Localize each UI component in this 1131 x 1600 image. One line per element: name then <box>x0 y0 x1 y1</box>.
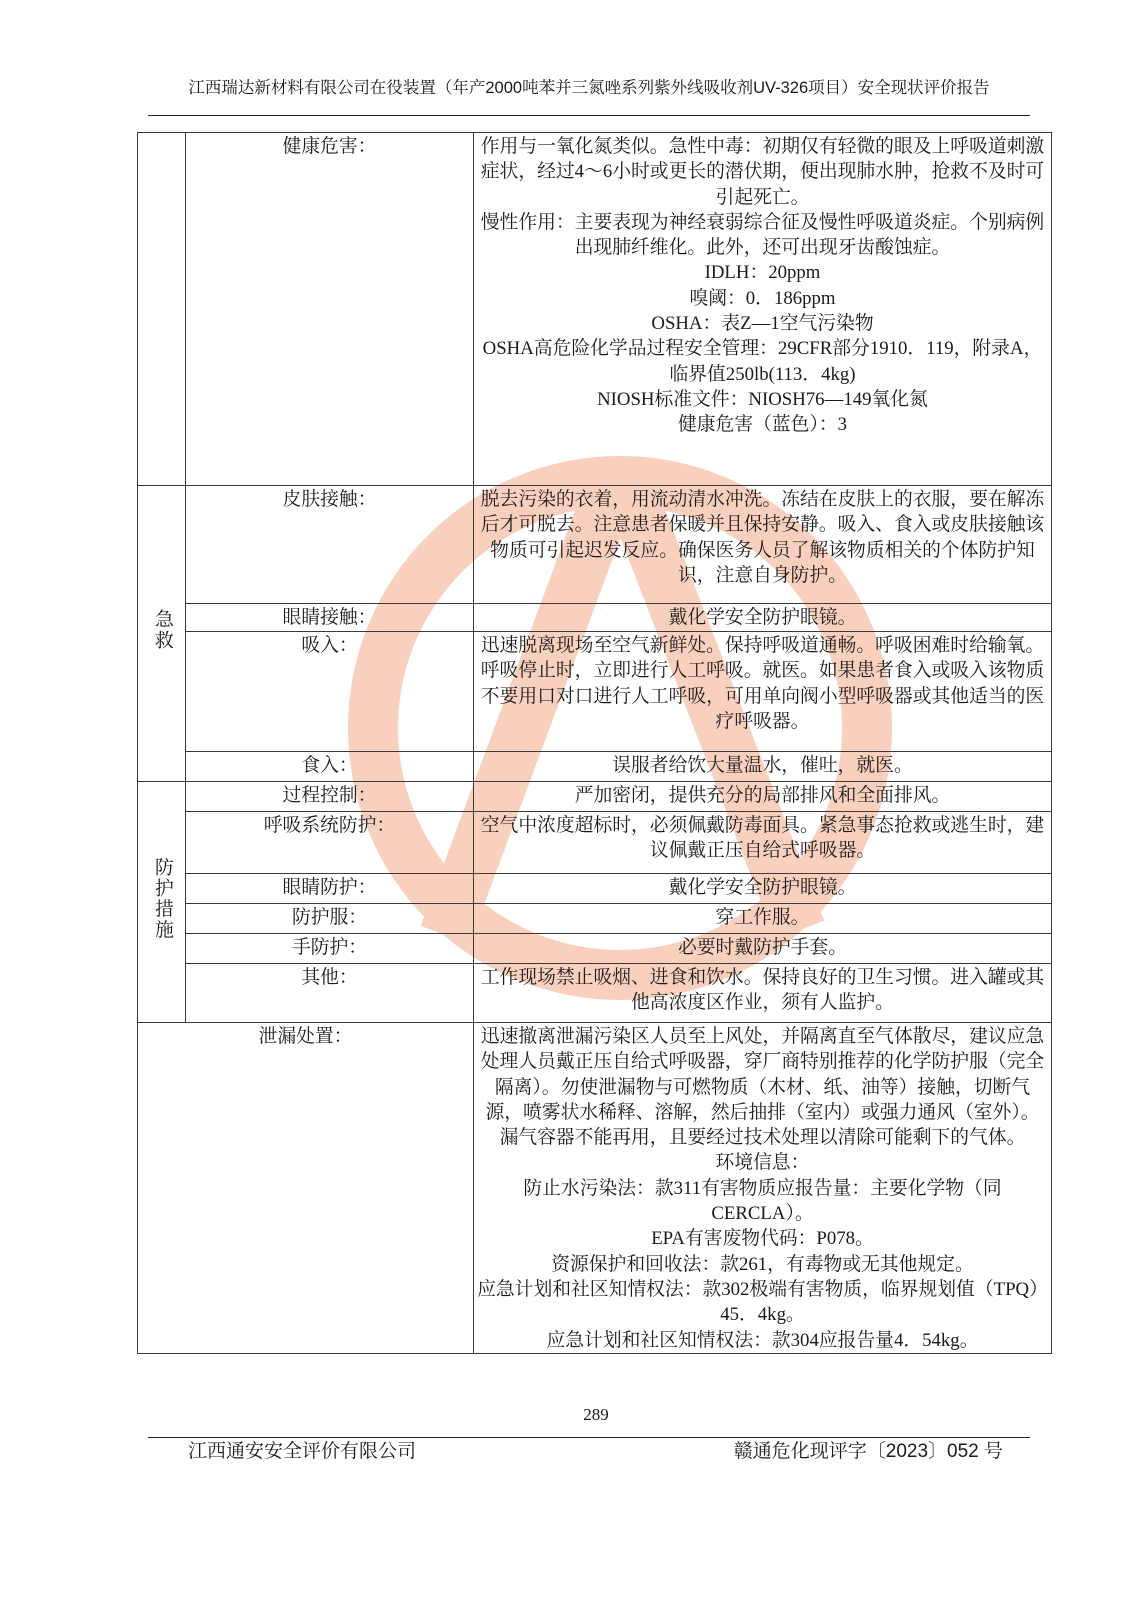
leak-paragraph: 资源保护和回收法：款261，有毒物或无其他规定。 <box>551 1253 974 1275</box>
row-label-inhalation: 吸入： <box>186 632 474 752</box>
table-row-eye-contact <box>138 604 1052 632</box>
content-other: 工作现场禁止吸烟、进食和饮水。保持良好的卫生习惯。进入罐或其他高浓度区作业，须有人监护。 <box>474 964 1052 1023</box>
table-row-process-control <box>138 782 1052 812</box>
safety-data-table <box>137 132 1052 1354</box>
table-row-eye-protection <box>138 874 1052 904</box>
health-paragraph: NIOSH标准文件：NIOSH76—149氧化氮 <box>597 388 928 410</box>
report-title: 江西瑞达新材料有限公司在役装置（年产2000吨苯并三氮唑系列紫外线吸收剂UV-326项目）安全现状评价报告 <box>188 79 990 97</box>
leak-paragraph: EPA有害废物代码：P078。 <box>651 1228 874 1250</box>
health-paragraph: 慢性作用：主要表现为神经衰弱综合征及慢性呼吸道炎症。个别病例出现肺纤维化。此外，还可出现牙齿酸蚀症。 <box>480 211 1045 259</box>
health-paragraph: 嗅阈：0．186ppm <box>689 287 836 309</box>
health-paragraph: 健康危害（蓝色）：3 <box>677 414 848 436</box>
health-hazard-content <box>474 133 1052 486</box>
leak-paragraph: 应急计划和社区知情权法：款302极端有害物质，临界规划值（TPQ）45．4kg。 <box>477 1278 1048 1326</box>
content-respiratory-protection: 空气中浓度超标时，必须佩戴防毒面具。紧急事态抢救或逃生时，建议佩戴正压自给式呼吸器。 <box>474 812 1052 874</box>
health-paragraph: 作用与一氧化氮类似。急性中毒：初期仅有轻微的眼及上呼吸道刺激症状，经过4～6小时或更长的潜伏期，便出现肺水肿，抢救不及时可引起死亡。 <box>480 136 1045 208</box>
row-label-health-hazard: 健康危害： <box>186 133 474 486</box>
row-label-respiratory-protection: 呼吸系统防护： <box>186 812 474 874</box>
table-row-protective-clothing <box>138 904 1052 934</box>
footer-company: 江西通安安全评价有限公司 <box>188 1441 417 1462</box>
footer-rule <box>148 1437 1030 1438</box>
group-label-protection <box>138 782 186 1023</box>
row-label-hand-protection: 手防护： <box>186 934 474 964</box>
group-label-first-aid <box>138 486 186 782</box>
row-label-protective-clothing: 防护服： <box>186 904 474 934</box>
table-row-skin-contact <box>138 486 1052 604</box>
row-label-process-control: 过程控制： <box>186 782 474 812</box>
row-label-leak-disposal: 泄漏处置： <box>138 1023 474 1354</box>
leak-paragraph: 防止水污染法：款311有害物质应报告量：主要化学物（同CERCLA）。 <box>523 1177 1002 1225</box>
leak-paragraph: 应急计划和社区知情权法：款304应报告量4．54kg。 <box>546 1329 979 1351</box>
row-label-eye-protection: 眼睛防护： <box>186 874 474 904</box>
table-row-health-hazard <box>138 133 1052 486</box>
table-row-respiratory-protection <box>138 812 1052 874</box>
page-number: 289 <box>583 1405 609 1424</box>
category-cell-continued <box>138 133 186 486</box>
leak-paragraph: 环境信息： <box>715 1152 810 1174</box>
content-eye-contact: 戴化学安全防护眼镜。 <box>474 604 1052 632</box>
content-protective-clothing: 穿工作服。 <box>474 904 1052 934</box>
content-hand-protection: 必要时戴防护手套。 <box>474 934 1052 964</box>
table-row-inhalation <box>138 632 1052 752</box>
content-inhalation: 迅速脱离现场至空气新鲜处。保持呼吸道通畅。呼吸困难时给输氧。呼吸停止时，立即进行人工呼吸。就医。如果患者食入或吸入该物质不要用口对口进行人工呼吸，可用单向阀小型呼吸器或其他适当的医疗呼吸器。 <box>474 632 1052 752</box>
group-label-text: 防护措施 <box>151 856 173 940</box>
content-skin-contact: 脱去污染的衣着，用流动清水冲洗。冻结在皮肤上的衣服，要在解冻后才可脱去。注意患者保暖并且保持安静。吸入、食入或皮肤接触该物质可引起迟发反应。确保医务人员了解该物质相关的个体防护知识，注意自身防护。 <box>474 486 1052 604</box>
footer-document-number: 赣通危化现评字〔2023〕052 号 <box>733 1441 1003 1462</box>
health-paragraph: OSHA高危险化学品过程安全管理：29CFR部分1910．119，附录A，临界值250lb(113．4kg) <box>482 338 1043 385</box>
health-paragraph: OSHA：表Z—1空气污染物 <box>651 313 874 335</box>
table-row-leak-disposal <box>138 1023 1052 1354</box>
table-row-other <box>138 964 1052 1023</box>
group-label-text: 急救 <box>151 609 173 651</box>
leak-paragraph: 迅速撤离泄漏污染区人员至上风处，并隔离直至气体散尽，建议应急处理人员戴正压自给式呼吸器，穿厂商特别推荐的化学防护服（完全隔离）。勿使泄漏物与可燃物质（木材、纸、油等）接触，切断气源，喷雾状水稀释、溶解，然后抽排（室内）或强力通风（室外）。漏气容器不能再用，且要经过技术处理以清除可能剩下的气体。 <box>480 1026 1045 1149</box>
health-paragraph: IDLH：20ppm <box>704 262 821 284</box>
content-ingestion: 误服者给饮大量温水，催吐，就医。 <box>474 752 1052 782</box>
row-label-other: 其他： <box>186 964 474 1023</box>
table-row-ingestion <box>138 752 1052 782</box>
content-process-control: 严加密闭，提供充分的局部排风和全面排风。 <box>474 782 1052 812</box>
row-label-skin-contact: 皮肤接触： <box>186 486 474 604</box>
row-label-eye-contact: 眼睛接触： <box>186 604 474 632</box>
row-label-ingestion: 食入： <box>186 752 474 782</box>
leak-disposal-content <box>474 1023 1052 1354</box>
content-eye-protection: 戴化学安全防护眼镜。 <box>474 874 1052 904</box>
table-row-hand-protection <box>138 934 1052 964</box>
header-rule <box>148 115 1030 116</box>
